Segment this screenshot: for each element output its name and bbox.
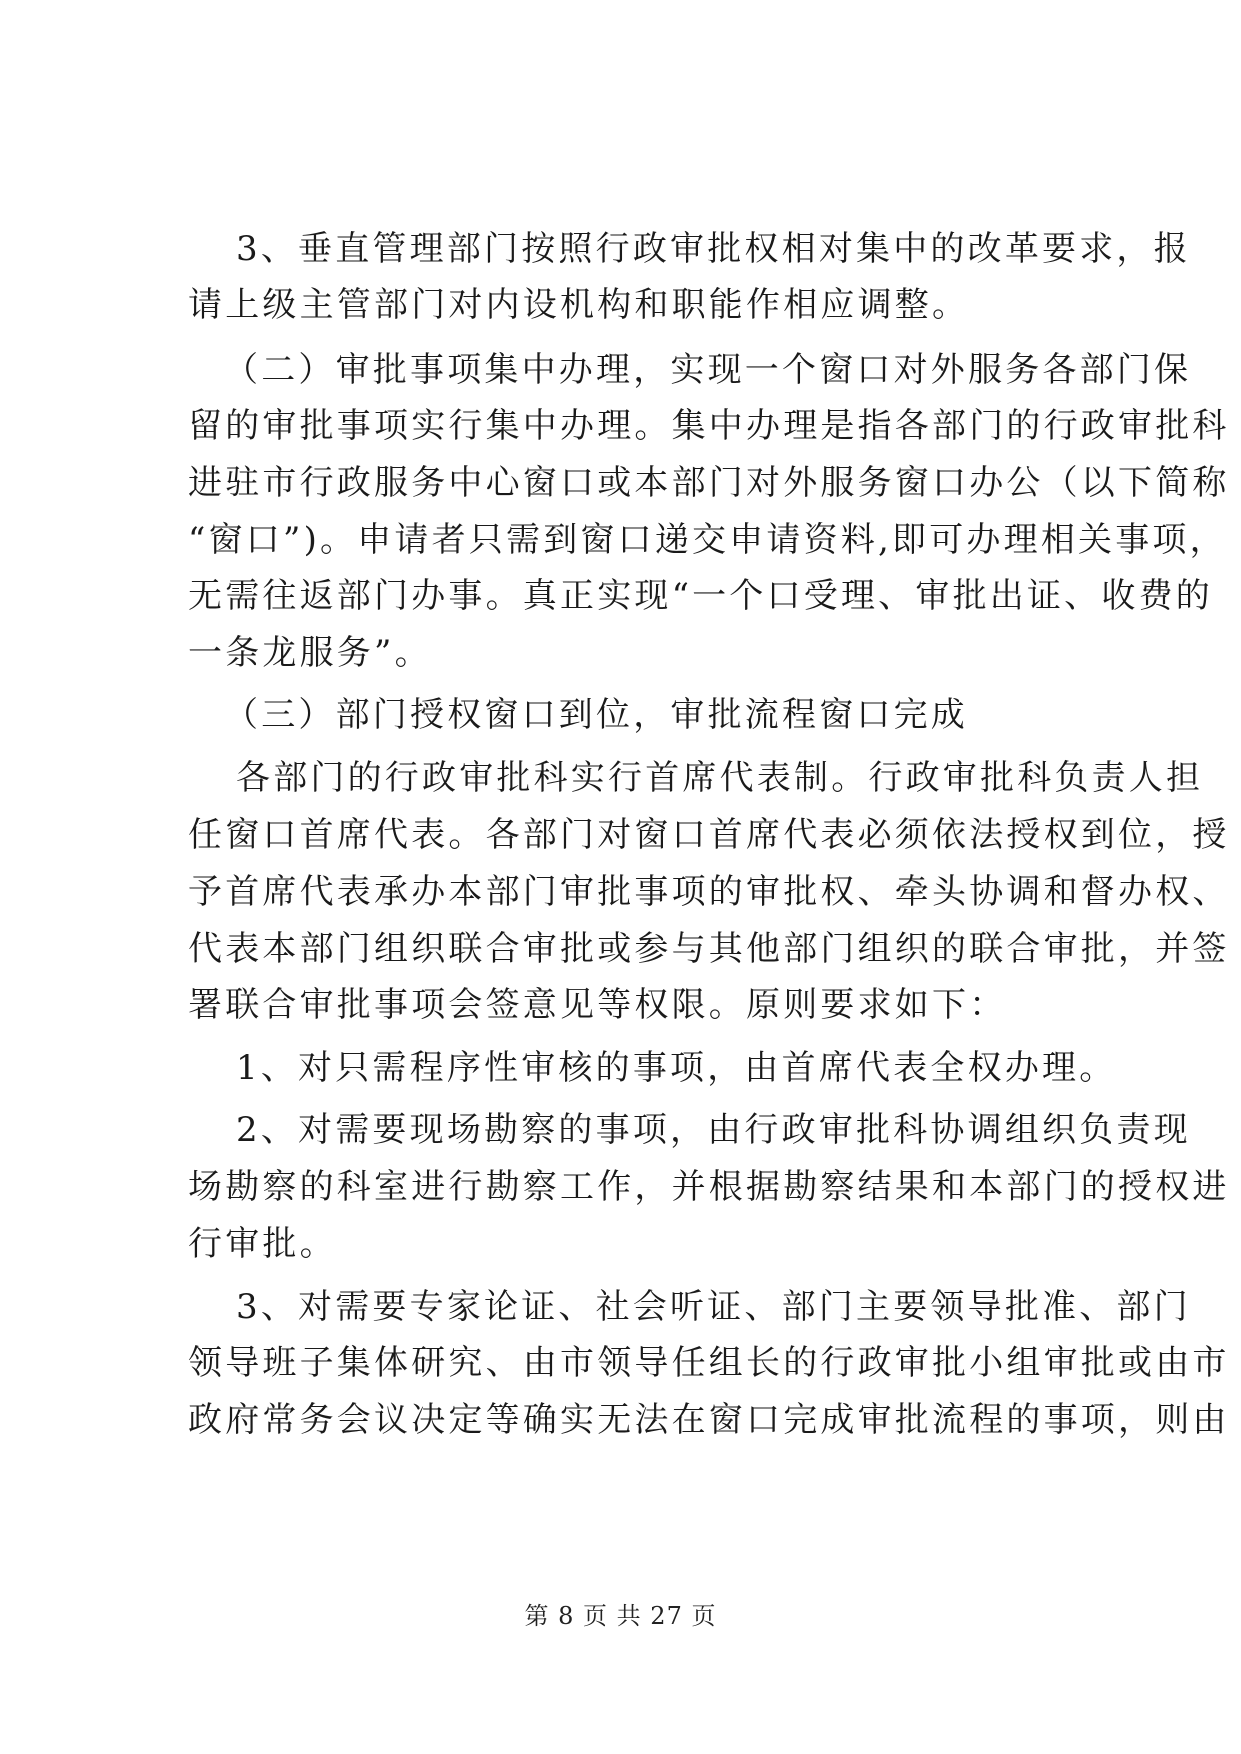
paragraph-line: 1、对只需程序性审核的事项，由首席代表全权办理。 bbox=[236, 1048, 1117, 1088]
page-number-footer: 第 8 页 共 27 页 bbox=[524, 1602, 717, 1630]
paragraph-line: 无需往返部门办事。真正实现“一个口受理、审批出证、收费的 bbox=[188, 576, 1213, 616]
paragraph-line: 政府常务会议决定等确实无法在窗口完成审批流程的事项，则由 bbox=[188, 1400, 1230, 1440]
paragraph-line: 3、垂直管理部门按照行政审批权相对集中的改革要求，报 bbox=[236, 229, 1191, 269]
paragraph-line: 场勘察的科室进行勘察工作，并根据勘察结果和本部门的授权进 bbox=[188, 1167, 1230, 1207]
paragraph-line: 予首席代表承办本部门审批事项的审批权、牵头协调和督办权、 bbox=[188, 872, 1230, 912]
paragraph-line: 署联合审批事项会签意见等权限。原则要求如下： bbox=[188, 985, 1007, 1025]
section-heading: （三）部门授权窗口到位，审批流程窗口完成 bbox=[224, 695, 968, 735]
paragraph-line: 请上级主管部门对内设机构和职能作相应调整。 bbox=[188, 285, 970, 325]
paragraph-line: 代表本部门组织联合审批或参与其他部门组织的联合审批，并签 bbox=[188, 929, 1230, 969]
paragraph-line: 留的审批事项实行集中办理。集中办理是指各部门的行政审批科 bbox=[188, 406, 1230, 446]
paragraph-line: 进驻市行政服务中心窗口或本部门对外服务窗口办公（以下简称 bbox=[188, 463, 1230, 503]
section-heading: （二）审批事项集中办理，实现一个窗口对外服务各部门保 bbox=[224, 350, 1192, 390]
paragraph-line: 各部门的行政审批科实行首席代表制。行政审批科负责人担 bbox=[236, 758, 1204, 798]
paragraph-line: 2、对需要现场勘察的事项，由行政审批科协调组织负责现 bbox=[236, 1110, 1191, 1150]
paragraph-line: 一条龙服务”。 bbox=[188, 633, 432, 673]
paragraph-line: 任窗口首席代表。各部门对窗口首席代表必须依法授权到位，授 bbox=[188, 815, 1230, 855]
paragraph-line: 行审批。 bbox=[188, 1224, 337, 1264]
paragraph-line: 领导班子集体研究、由市领导任组长的行政审批小组审批或由市 bbox=[188, 1343, 1230, 1383]
paragraph-line: “窗口”)。申请者只需到窗口递交申请资料,即可办理相关事项， bbox=[188, 520, 1227, 560]
paragraph-line: 3、对需要专家论证、社会听证、部门主要领导批准、部门 bbox=[236, 1287, 1191, 1327]
